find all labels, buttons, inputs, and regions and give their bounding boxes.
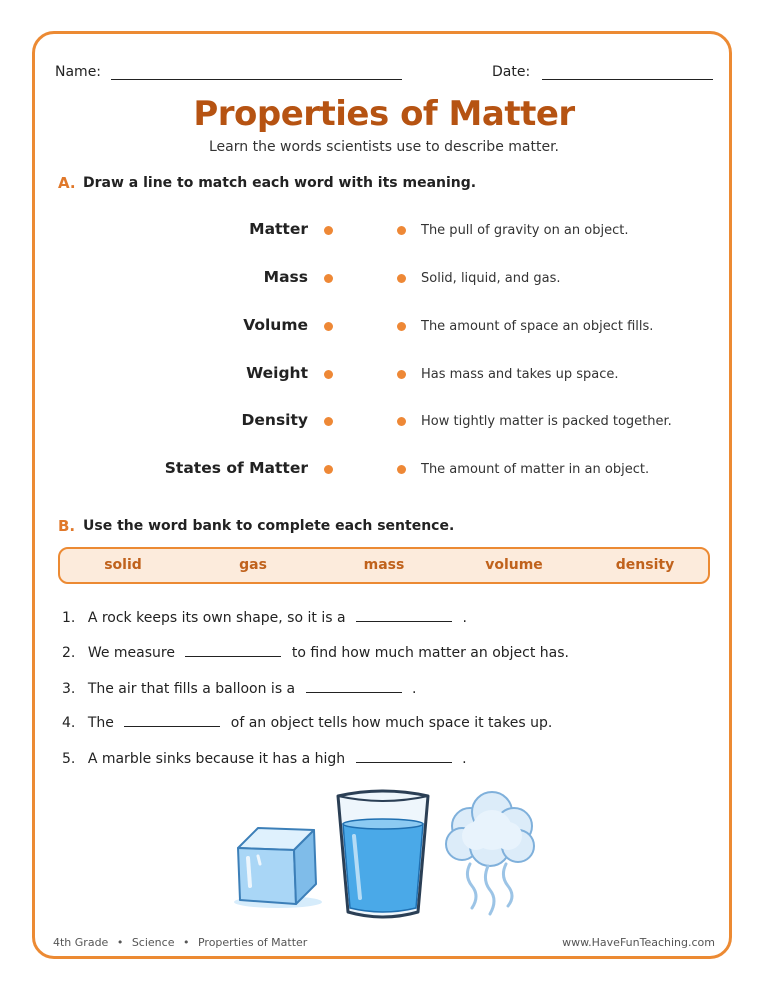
section-b-letter: B. [58,517,76,535]
sentence-text: The [87,715,114,731]
term-volume: Volume [243,316,308,334]
sentence-1 [62,607,467,626]
sentence-number: 5. [62,751,76,767]
answer-blank[interactable] [356,607,452,622]
definition-dot[interactable] [397,465,406,474]
answer-blank[interactable] [356,748,452,763]
term-dot[interactable] [324,465,333,474]
term-dot[interactable] [324,226,333,235]
term-weight: Weight [246,364,308,382]
page-subtitle: Learn the words scientists use to describe matter. [209,139,559,155]
answer-blank[interactable] [185,642,281,657]
sentence-text: . [462,610,467,626]
term-dot[interactable] [324,274,333,283]
section-b-instruction: Use the word bank to complete each sentence. [83,518,455,534]
footer-grade: 4th Grade [53,936,109,949]
definition-text: How tightly matter is packed together. [421,414,672,429]
sentence-text: The air that fills a balloon is a [87,681,296,697]
term-density: Density [241,411,308,429]
name-field[interactable] [111,79,402,80]
section-a-instruction: Draw a line to match each word with its meaning. [83,175,477,191]
sentence-text: . [462,751,467,767]
definition-text: The amount of matter in an object. [421,462,650,477]
sentence-4 [62,712,552,731]
answer-blank[interactable] [306,678,402,693]
sentence-text: to find how much matter an object has. [291,645,569,661]
definition-dot[interactable] [397,417,406,426]
name-label: Name: [55,64,102,80]
sentence-number: 2. [62,645,76,661]
sentence-text: A rock keeps its own shape, so it is a [87,610,346,626]
sentence-number: 4. [62,715,76,731]
definition-dot[interactable] [397,370,406,379]
bullet-separator: • [116,936,124,949]
date-field[interactable] [542,79,713,80]
definition-text: Solid, liquid, and gas. [421,271,561,286]
answer-blank[interactable] [124,712,220,727]
word-bank-item: density [615,557,675,573]
term-mass: Mass [263,268,308,286]
water-glass-icon [334,788,432,922]
word-bank-item: mass [363,557,405,573]
sentence-text: of an object tells how much space it takes up. [230,715,553,731]
sentence-5 [62,748,467,767]
footer-subject: Science [131,936,175,949]
date-label: Date: [492,64,531,80]
sentence-text: A marble sinks because it has a high [87,751,346,767]
definition-text: The pull of gravity on an object. [421,223,629,238]
footer-topic: Properties of Matter [197,936,308,949]
bullet-separator: • [182,936,190,949]
steam-cloud-icon [440,786,540,920]
section-a-letter: A. [58,174,76,192]
sentence-number: 3. [62,681,76,697]
footer-breadcrumb [53,936,307,949]
term-states-of-matter: States of Matter [164,459,308,477]
term-dot[interactable] [324,417,333,426]
ice-cube-icon [228,820,324,910]
footer-website: www.HaveFunTeaching.com [562,936,715,949]
definition-dot[interactable] [397,322,406,331]
sentence-number: 1. [62,610,76,626]
definition-text: The amount of space an object fills. [421,319,654,334]
page-title: Properties of Matter [193,94,575,134]
term-dot[interactable] [324,322,333,331]
sentence-text: We measure [87,645,175,661]
word-bank-item: gas [239,557,267,573]
word-bank-item: volume [485,557,543,573]
definition-dot[interactable] [397,226,406,235]
sentence-2 [62,642,569,661]
sentence-3 [62,678,417,697]
term-dot[interactable] [324,370,333,379]
sentence-text: . [412,681,417,697]
definition-dot[interactable] [397,274,406,283]
definition-text: Has mass and takes up space. [421,367,619,382]
word-bank-item: solid [104,557,142,573]
term-matter: Matter [249,220,308,238]
